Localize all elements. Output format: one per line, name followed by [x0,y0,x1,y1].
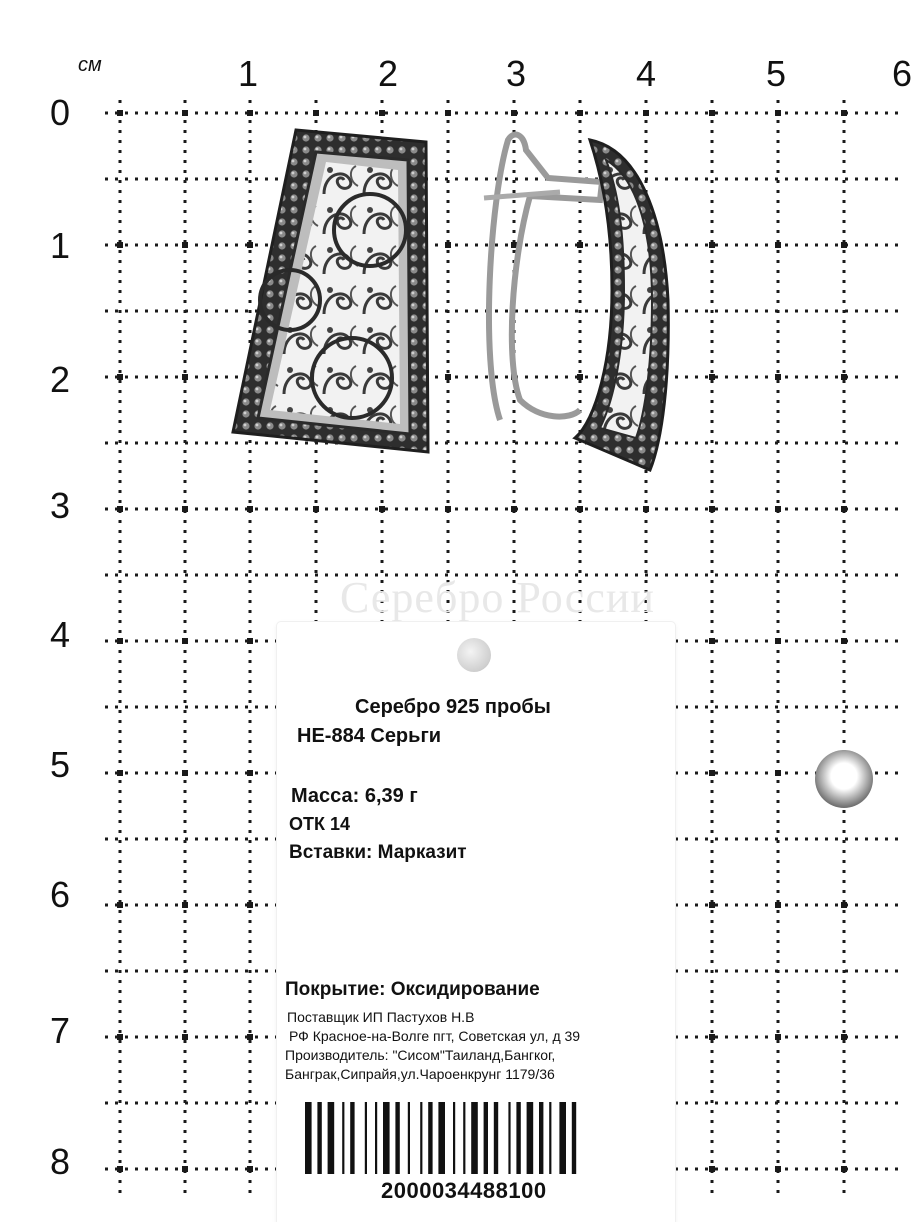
tag-address: РФ Красное-на-Волге пгт, Советская ул, д 39 [289,1028,581,1044]
ruler-x-number: 1 [238,53,259,94]
barcode [305,1102,635,1174]
unit-label: см [78,54,102,76]
ruler-x-number: 6 [892,53,912,94]
tag-supplier: Поставщик ИП Пастухов Н.В [287,1009,475,1025]
ruler-y-number: 6 [50,874,71,915]
ruler-x-number: 5 [766,53,787,94]
tag-inserts: Вставки: Марказит [289,842,467,863]
ruler-y-number: 3 [50,485,71,526]
ruler-y-number: 8 [50,1141,71,1182]
ruler-y-number: 5 [50,744,71,785]
tag-coating: Покрытие: Оксидирование [285,979,540,1000]
tag-manufacturer: Производитель: "Сисом"Таиланд,Бангког, [285,1047,556,1063]
tag-manufacturer-address: Банграк,Сипрайя,ул.Чароенкрунг 1179/36 [285,1066,555,1082]
earring-side [484,135,668,470]
price-tag [277,622,675,1222]
ruler-x-number: 3 [506,53,527,94]
ruler-y-number: 7 [50,1010,71,1051]
ruler-y-number: 2 [50,359,71,400]
earring-front [233,130,428,452]
tag-hole [457,638,491,672]
ruler-x-number: 2 [378,53,399,94]
loose-ring [815,750,873,808]
tag-article: НЕ-884 Серьги [297,725,442,747]
tag-mass: Масса: 6,39 г [291,785,418,807]
watermark: Серебро России [340,573,655,622]
barcode-number: 2000034488100 [381,1178,547,1203]
ruler-y-number: 1 [50,225,71,266]
ruler-y-number: 4 [50,614,71,655]
tag-material: Серебро 925 пробы [355,696,551,718]
tag-otk: ОТК 14 [289,814,351,834]
ruler-x-number: 4 [636,53,657,94]
ruler-y-number: 0 [50,92,71,133]
